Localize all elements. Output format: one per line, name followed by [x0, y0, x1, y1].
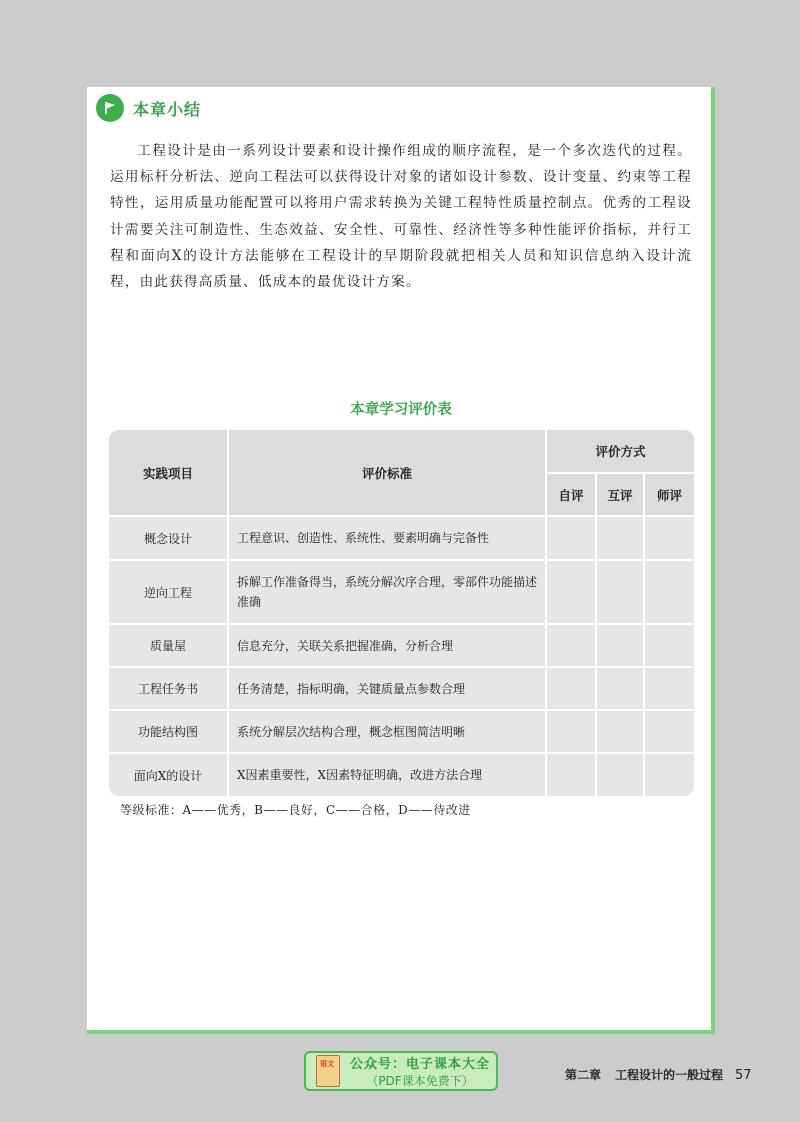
header-peer: 互评 [596, 473, 644, 516]
row-item: 工程任务书 [109, 667, 228, 710]
table-row [109, 753, 694, 796]
promo-text [350, 1053, 490, 1089]
teacher-eval-cell[interactable] [644, 560, 694, 624]
running-footer [565, 1066, 752, 1083]
self-eval-cell[interactable] [546, 710, 596, 753]
promo-line-1: 公众号：电子课本大全 [350, 1057, 491, 1072]
header-item: 实践项目 [109, 430, 228, 516]
teacher-eval-cell[interactable] [644, 624, 694, 667]
header-criteria: 评价标准 [228, 430, 546, 516]
grade-standard-note: 等级标准：A——优秀，B——良好，C——合格，D——待改进 [120, 803, 471, 817]
peer-eval-cell[interactable] [596, 516, 644, 560]
footer-chapter-title: 工程设计的一般过程 [615, 1068, 724, 1082]
row-criteria: 工程意识、创造性、系统性、要素明确与完备性 [228, 516, 546, 560]
peer-eval-cell[interactable] [596, 667, 644, 710]
summary-title: 本章小结 [133, 99, 202, 119]
row-criteria: 任务清楚，指标明确，关键质量点参数合理 [228, 667, 546, 710]
page-number: 57 [735, 1068, 752, 1083]
summary-body [110, 138, 692, 295]
self-eval-cell[interactable] [546, 560, 596, 624]
header-teacher: 师评 [644, 473, 694, 516]
row-item: 面向X的设计 [109, 753, 228, 796]
peer-eval-cell[interactable] [596, 710, 644, 753]
row-item: 概念设计 [109, 516, 228, 560]
header-method: 评价方式 [546, 430, 694, 473]
promo-line-2: （PDF课本免费下） [366, 1074, 474, 1088]
summary-header [96, 94, 201, 122]
summary-paragraph: 工程设计是由一系列设计要素和设计操作组成的顺序流程，是一个多次迭代的过程。运用标杆分析法、逆向工程法可以获得设计对象的诸如设计参数、设计变量、约束等工程特性，运用质量功能配置可以将用户需求转换为关键工程特性质量控制点。优秀的工程设计需要关注可制造性、生态效益、安全性、可靠性、经济性等多种性能评价指标，并行工程和面向X的设计方法能够在工程设计的早期阶段就把相关人员和知识信息纳入设计流程，由此获得高质量、低成本的最优设计方案。 [110, 143, 692, 291]
table-row [109, 560, 694, 624]
page-sheet [87, 87, 715, 1034]
teacher-eval-cell[interactable] [644, 667, 694, 710]
self-eval-cell[interactable] [546, 753, 596, 796]
row-criteria: 拆解工作准备得当，系统分解次序合理，零部件功能描述准确 [228, 560, 546, 624]
peer-eval-cell[interactable] [596, 560, 644, 624]
flag-icon [96, 94, 124, 122]
self-eval-cell[interactable] [546, 516, 596, 560]
teacher-eval-cell[interactable] [644, 710, 694, 753]
table-row [109, 624, 694, 667]
promo-banner[interactable] [304, 1051, 498, 1091]
row-item: 逆向工程 [109, 560, 228, 624]
footer-chapter: 第二章 [565, 1068, 602, 1082]
self-eval-cell[interactable] [546, 624, 596, 667]
table-row [109, 667, 694, 710]
teacher-eval-cell[interactable] [644, 753, 694, 796]
row-item: 质量屋 [109, 624, 228, 667]
row-item: 功能结构图 [109, 710, 228, 753]
row-criteria: X因素重要性，X因素特征明确，改进方法合理 [228, 753, 546, 796]
header-self: 自评 [546, 473, 596, 516]
self-eval-cell[interactable] [546, 667, 596, 710]
evaluation-table [109, 430, 694, 796]
table-row [109, 710, 694, 753]
table-title: 本章学习评价表 [350, 402, 452, 418]
peer-eval-cell[interactable] [596, 753, 644, 796]
book-icon-label: 语文 [320, 1060, 334, 1068]
book-icon [316, 1055, 340, 1087]
table-row [109, 516, 694, 560]
row-criteria: 系统分解层次结构合理，概念框图简洁明晰 [228, 710, 546, 753]
row-criteria: 信息充分，关联关系把握准确，分析合理 [228, 624, 546, 667]
peer-eval-cell[interactable] [596, 624, 644, 667]
teacher-eval-cell[interactable] [644, 516, 694, 560]
